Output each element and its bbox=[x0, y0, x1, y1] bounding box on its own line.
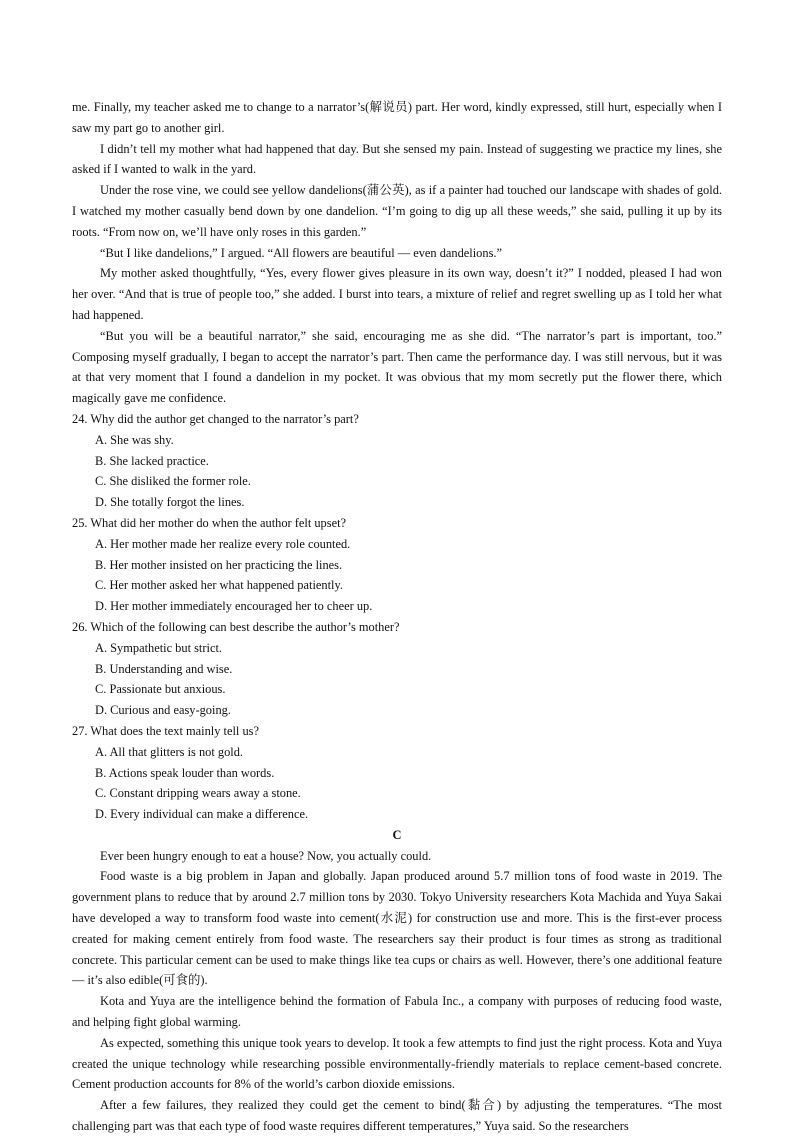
option-b: B. She lacked practice. bbox=[95, 453, 209, 468]
question-25 bbox=[72, 513, 722, 617]
paragraph: After a few failures, they realized they could get the cement to bind(黏合) by adjusting the temperatures. “The most challenging part was that each type of food waste requires different temperatures,” Yuya said. So the researchers bbox=[72, 1098, 722, 1134]
question-stem: 27. What does the text mainly tell us? bbox=[72, 723, 259, 738]
option-d: D. She totally forgot the lines. bbox=[95, 495, 245, 510]
option-d: D. Curious and easy-going. bbox=[95, 703, 231, 718]
passage-b bbox=[72, 97, 722, 409]
question-24 bbox=[72, 409, 722, 513]
option-b: B. Actions speak louder than words. bbox=[95, 765, 275, 780]
passage-c bbox=[72, 825, 722, 1137]
option-d: D. Every individual can make a difference. bbox=[95, 807, 309, 822]
paragraph: Kota and Yuya are the intelligence behind the formation of Fabula Inc., a company with purposes of reducing food waste, and helping fight global warming. bbox=[72, 994, 722, 1030]
option-c: C. She disliked the former role. bbox=[95, 474, 251, 489]
option-c: C. Passionate but anxious. bbox=[95, 682, 226, 697]
question-stem: 25. What did her mother do when the author felt upset? bbox=[72, 515, 347, 530]
section-heading: C bbox=[392, 827, 402, 842]
option-a: A. Her mother made her realize every role counted. bbox=[95, 536, 351, 551]
option-c: C. Constant dripping wears away a stone. bbox=[95, 786, 301, 801]
question-options bbox=[72, 430, 722, 513]
option-a: A. Sympathetic but strict. bbox=[95, 640, 222, 655]
question-27 bbox=[72, 721, 722, 825]
question-stem: 24. Why did the author get changed to the narrator’s part? bbox=[72, 411, 359, 426]
paragraph: me. Finally, my teacher asked me to change to a narrator’s(解说员) part. Her word, kindly expressed, still hurt, especially when I saw my part go to another girl. bbox=[72, 100, 722, 135]
option-b: B. Understanding and wise. bbox=[95, 661, 233, 676]
option-b: B. Her mother insisted on her practicing the lines. bbox=[95, 557, 343, 572]
question-options bbox=[72, 742, 722, 825]
paragraph: Food waste is a big problem in Japan and globally. Japan produced around 5.7 million tons of food waste in 2019. The government plans to reduce that by around 2.7 million tons by 2030. Tokyo University researchers Kota Machida and Yuya Sakai have developed a way to transform food waste into cement(水泥) for construction use and more. This is the first-ever process created for making cement entirely from food waste. The researchers say their product is four times as strong as traditional concrete. This particular cement can be used to make things like tea cups or chairs as well. However, there’s one additional feature — it’s also edible(可食的). bbox=[72, 869, 722, 988]
paragraph: My mother asked thoughtfully, “Yes, every flower gives pleasure in its own way, doesn’t it?” I nodded, pleased I had won her over. “And that is true of people too,” she added. I burst into tears, a mixture of relief and regret swelling up as I told her what had happened. bbox=[72, 266, 722, 322]
paragraph: “But I like dandelions,” I argued. “All flowers are beautiful — even dandelions.” bbox=[100, 245, 502, 260]
question-26 bbox=[72, 617, 722, 721]
question-stem: 26. Which of the following can best describe the author’s mother? bbox=[72, 619, 400, 634]
paragraph: Under the rose vine, we could see yellow dandelions(蒲公英), as if a painter had touched our landscape with shades of gold. I watched my mother casually bend down by one dandelion. “I’m going to dig up all these weeds,” she said, pulling it up by its roots. “From now on, we’ll have only roses in this garden.” bbox=[72, 183, 722, 239]
paragraph: “But you will be a beautiful narrator,” she said, encouraging me as she did. “The narrator’s part is important, too.” Composing myself gradually, I began to accept the narrator’s part. Then came the performance day. I was still nervous, but it was at that very moment that I found a dandelion in my pocket. It was obvious that my mom secretly put the flower there, which magically gave me confidence. bbox=[72, 328, 722, 406]
option-a: A. She was shy. bbox=[95, 432, 174, 447]
paragraph: Ever been hungry enough to eat a house? Now, you actually could. bbox=[100, 848, 432, 863]
question-options bbox=[72, 638, 722, 721]
paragraph: I didn’t tell my mother what had happened that day. But she sensed my pain. Instead of suggesting we practice my lines, she asked if I wanted to walk in the yard. bbox=[72, 141, 722, 177]
paragraph: As expected, something this unique took years to develop. It took a few attempts to find just the right process. Kota and Yuya created the unique technology while researching possible environmentally-friendly materials to replace cement-based concrete. Cement production accounts for 8% of the world’s carbon dioxide emissions. bbox=[72, 1035, 722, 1092]
option-a: A. All that glitters is not gold. bbox=[95, 744, 243, 759]
exam-page bbox=[72, 97, 722, 1137]
question-options bbox=[72, 534, 722, 617]
option-c: C. Her mother asked her what happened patiently. bbox=[95, 578, 343, 593]
option-d: D. Her mother immediately encouraged her to cheer up. bbox=[95, 599, 373, 614]
